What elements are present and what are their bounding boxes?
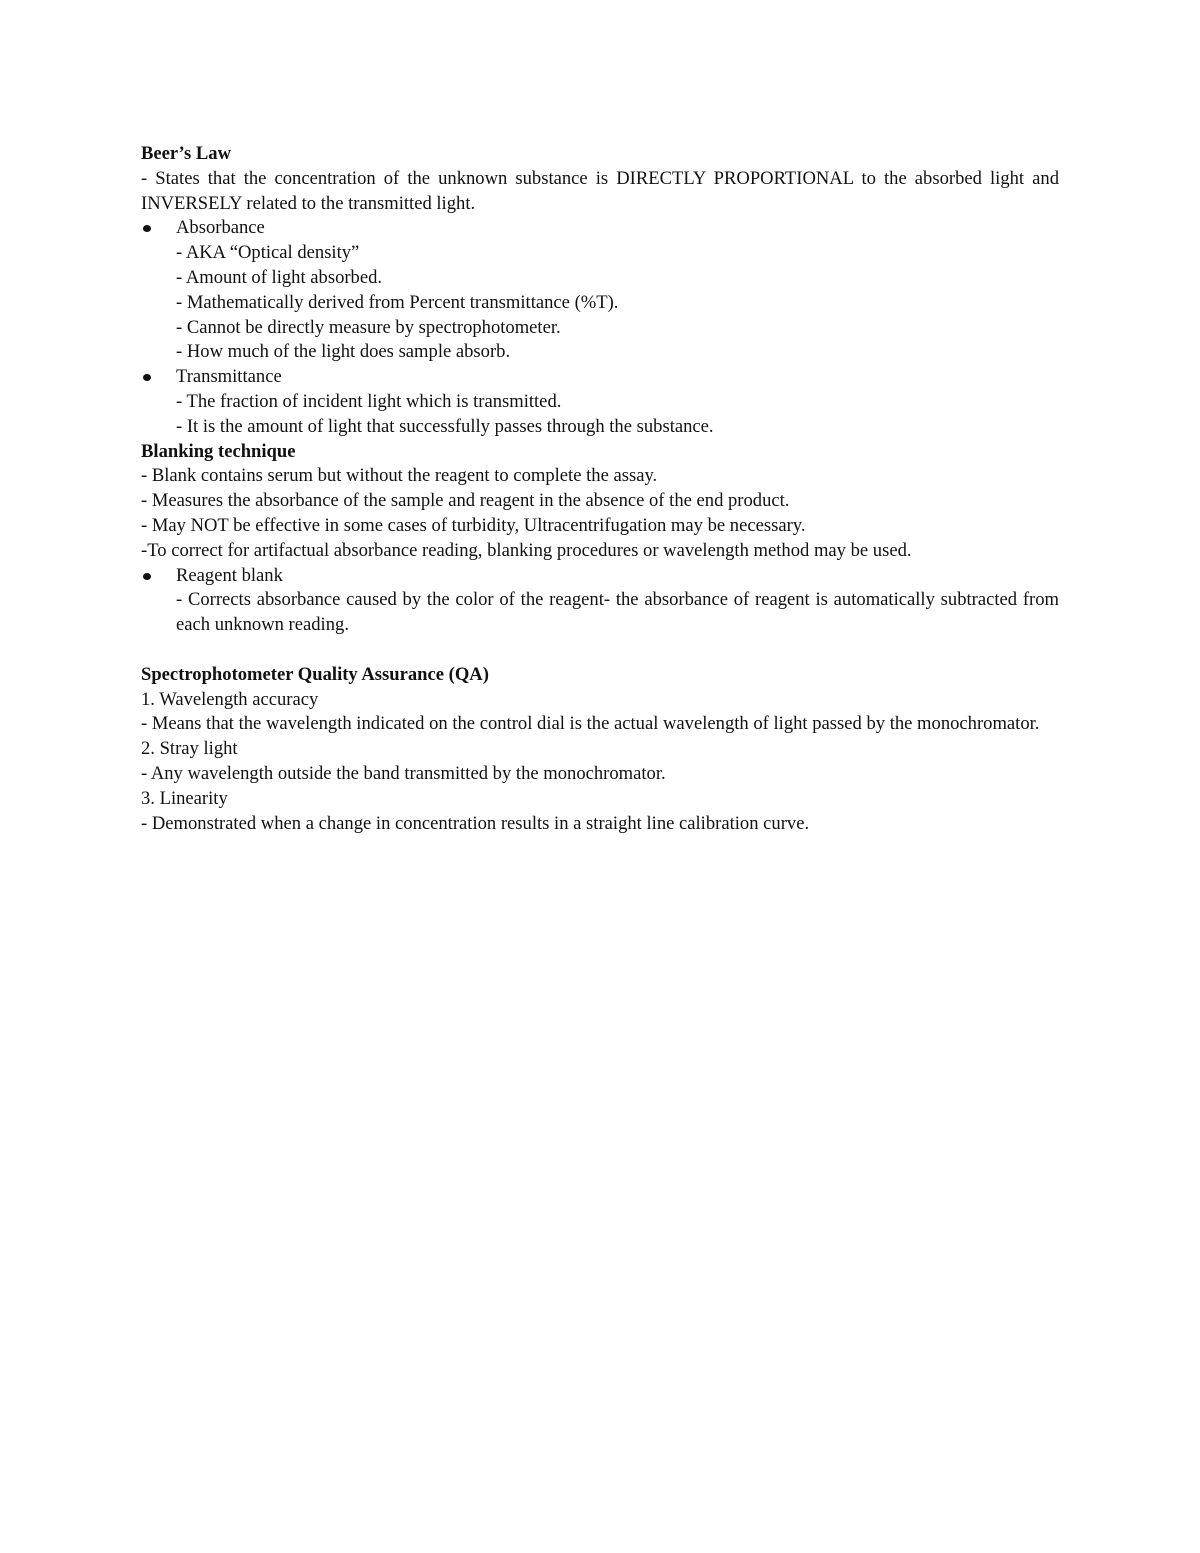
transmittance-bullet <box>141 365 1059 390</box>
qa-item-title: 1. Wavelength accuracy <box>141 688 319 710</box>
absorbance-bullet <box>141 216 1059 241</box>
qa-item-text: - Any wavelength outside the band transmitted by the monochromator. <box>141 762 666 784</box>
blanking-item: -To correct for artifactual absorbance reading, blanking procedures or wavelength method may be used. <box>141 539 912 561</box>
blanking-item: - Blank contains serum but without the reagent to complete the assay. <box>141 465 658 487</box>
qa-item-text: - Means that the wavelength indicated on the control dial is the actual wavelength of light passed by the monochromator. <box>141 713 1040 735</box>
qa-item-title: 2. Stray light <box>141 738 238 760</box>
transmittance-item: - The fraction of incident light which is transmitted. <box>176 390 562 412</box>
beers-law-heading: Beer’s Law <box>141 143 232 164</box>
transmittance-label: Transmittance <box>176 366 282 388</box>
absorbance-item: - AKA “Optical density” <box>176 242 360 264</box>
blanking-item: - May NOT be effective in some cases of turbidity, Ultracentrifugation may be necessary. <box>141 514 806 536</box>
absorbance-label: Absorbance <box>176 217 265 239</box>
beers-law-intro: - States that the concentration of the unknown substance is DIRECTLY PROPORTIONAL to the absorbed light and INVERSELY related to the transmitted light. <box>141 167 1059 214</box>
reagent-blank-label: Reagent blank <box>176 564 283 586</box>
paragraph-spacer <box>141 638 1059 663</box>
bullet-icon <box>143 225 151 232</box>
document-page <box>141 142 1059 836</box>
qa-heading: Spectrophotometer Quality Assurance (QA) <box>141 663 489 685</box>
bullet-icon <box>143 374 151 381</box>
absorbance-item: - Cannot be directly measure by spectrophotometer. <box>176 316 561 338</box>
qa-item-title: 3. Linearity <box>141 787 228 809</box>
reagent-blank-bullet <box>141 564 1059 589</box>
blanking-item: - Measures the absorbance of the sample and reagent in the absence of the end product. <box>141 490 790 512</box>
blanking-heading: Blanking technique <box>141 440 296 462</box>
absorbance-item: - Amount of light absorbed. <box>176 266 383 288</box>
absorbance-item: - Mathematically derived from Percent transmittance (%T). <box>176 291 619 313</box>
transmittance-item: - It is the amount of light that successfully passes through the substance. <box>176 415 714 437</box>
absorbance-item: - How much of the light does sample absorb. <box>176 341 511 363</box>
reagent-blank-text: - Corrects absorbance caused by the color of the reagent- the absorbance of reagent is automatically subtracted from each unknown reading. <box>176 589 1059 636</box>
qa-item-text: - Demonstrated when a change in concentration results in a straight line calibration curve. <box>141 812 810 834</box>
bullet-icon <box>143 573 151 580</box>
